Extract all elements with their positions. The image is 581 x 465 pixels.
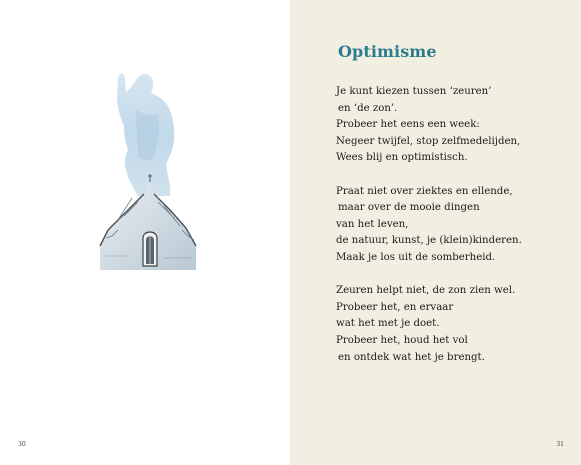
poem-title: Optimisme [338,42,437,61]
poem-body [336,84,571,383]
poem-line: van het leven, [336,218,409,230]
poem-line: Zeuren helpt niet, de zon zien wel. [336,285,516,297]
poem-line: Probeer het, en ervaar [336,301,454,313]
left-page [0,0,290,465]
poem-line: Praat niet over ziektes en ellende, [336,185,513,197]
poem-line: de natuur, kunst, je (klein)kinderen. [336,235,522,247]
poem-stanza-2 [336,184,571,267]
poem-line: Negeer twijfel, stop zelfmedelijden, [336,135,521,147]
poem-line: Probeer het eens een week: [336,119,480,131]
right-page [290,0,581,465]
poem-line: Maak je los uit de somberheid. [336,251,496,263]
page-number-left: 30 [18,441,26,448]
poem-stanza-1 [336,84,571,167]
poem-line: Je kunt kiezen tussen ‘zeuren’ [336,86,492,97]
poem-line: maar over de mooie dingen [338,202,480,214]
poem-line: Probeer het, houd het vol [336,334,468,346]
poem-line: en ontdek wat het je brengt. [338,351,485,363]
poem-stanza-3 [336,283,571,366]
poem-line: Wees blij en optimistisch. [336,152,468,164]
poem-line: wat het met je doet. [336,318,440,330]
page-number-right: 31 [556,441,564,448]
watercolor-illustration [98,70,198,275]
poem-line: en ‘de zon’. [338,102,398,114]
